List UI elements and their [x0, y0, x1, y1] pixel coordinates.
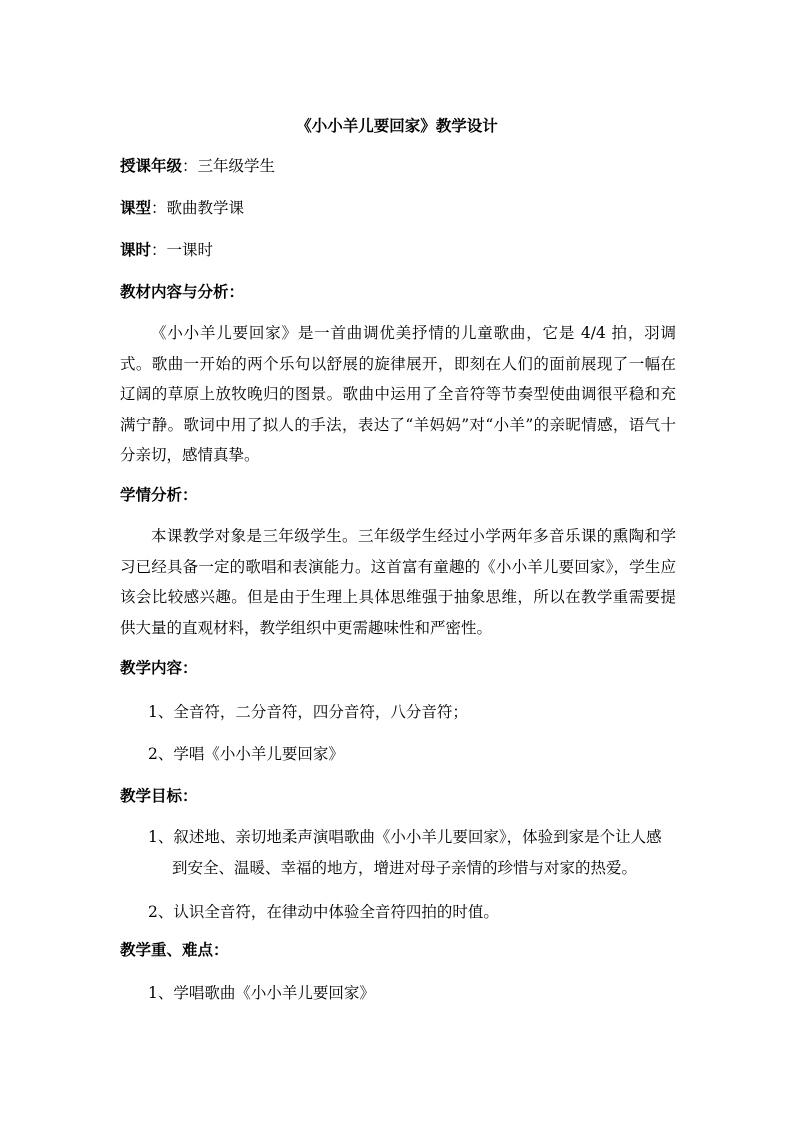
- type-line: [120, 198, 244, 218]
- key-item-1: 1、学唱歌曲《小小羊儿要回家》: [148, 984, 375, 1002]
- grade-value: ：三年级学生: [182, 157, 276, 175]
- grade-label: 授课年级: [120, 156, 183, 175]
- content-item-1: 1、全音符，二分音符，四分音符，八分音符；: [148, 703, 468, 721]
- student-paragraph: 本课教学对象是三年级学生。三年级学生经过小学两年多音乐课的熏陶和学习已经具备一定的歌唱和表演能力。这首富有童趣的《小小羊儿要回家》，学生应该会比较感兴趣。但是由于生理上具体思维强于抽象思维，所以在教学重需要提供大量的直观材料，教学组织中更需趣味性和严密性。: [120, 527, 676, 637]
- document-title: 《小小羊儿要回家》教学设计: [296, 116, 498, 135]
- key-heading: 教学重、难点：: [120, 940, 229, 959]
- period-label: 课时: [120, 240, 152, 259]
- goal-item-2: 2、认识全音符，在律动中体验全音符四拍的时值。: [148, 903, 499, 921]
- content-heading: 教学内容：: [120, 658, 198, 677]
- grade-line: [120, 156, 275, 176]
- period-value: ：一课时: [151, 241, 214, 259]
- material-heading: 教材内容与分析：: [120, 282, 245, 301]
- material-paragraph: 《小小羊儿要回家》是一首曲调优美抒情的儿童歌曲，它是 4/4 拍，羽调式。歌曲一开始的两个乐句以舒展的旋律展开，即刻在人们的面前展现了一幅在辽阔的草原上放牧晚归的图景。歌曲中运用了全音符等节奏型使曲调很平稳和充满宁静。歌词中用了拟人的手法，表达了“羊妈妈”对“小羊”的亲昵情感，语气十分亲切，感情真挚。: [120, 324, 676, 465]
- content-item-2: 2、学唱《小小羊儿要回家》: [148, 745, 344, 763]
- type-label: 课型: [120, 198, 152, 217]
- goal-item-1: 1、叙述地、亲切地柔声演唱歌曲《小小羊儿要回家》，体验到家是个让人感到安全、温暖、幸福的地方，增进对母子亲情的珍惜与对家的热爱。: [148, 828, 662, 877]
- type-value: ：歌曲教学课: [151, 199, 245, 217]
- period-line: [120, 240, 213, 260]
- goal-heading: 教学目标：: [120, 786, 198, 805]
- student-heading: 学情分析：: [120, 485, 198, 504]
